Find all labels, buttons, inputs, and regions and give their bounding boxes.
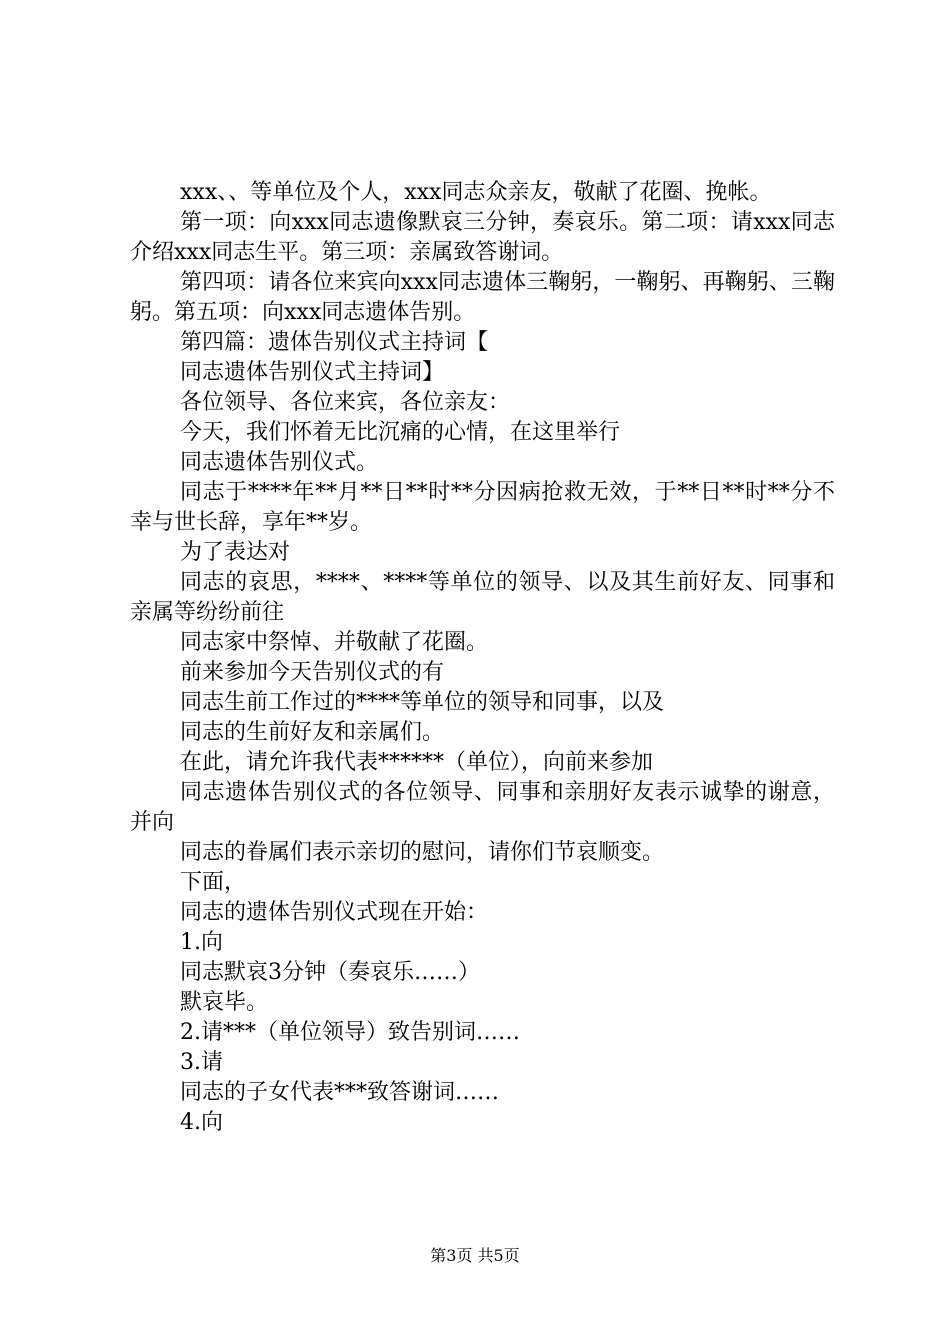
paragraph-16: 在此，请允许我代表******（单位），向前来参加	[180, 750, 654, 775]
paragraph-8: 同志遗体告别仪式。	[180, 450, 379, 475]
step-4-label: 4.向	[180, 1110, 223, 1135]
salutation: 各位领导、各位来宾，各位亲友：	[180, 390, 511, 415]
paragraph-22: 同志默哀3分钟（奏哀乐……）	[180, 960, 480, 985]
paragraph-13: 前来参加今天告别仪式的有	[180, 660, 445, 685]
step-2-label: 2.请***（单位领导）致告别词……	[180, 1020, 520, 1045]
paragraph-9: 同志于****年**月**日**时**分因病抢救无效，于**日**时**分不幸与世长辞，享年**岁。	[130, 480, 835, 535]
paragraph-18: 同志的眷属们表示亲切的慰问，请你们节哀顺变。	[180, 840, 665, 865]
step-1-label: 1.向	[180, 930, 223, 955]
document-body	[130, 178, 835, 1138]
section-heading-part1: 第四篇：遗体告别仪式主持词【	[180, 330, 489, 355]
paragraph-1: xxx、、等单位及个人，xxx同志众亲友，敬献了花圈、挽帐。	[180, 180, 772, 205]
section-heading-part2: 同志遗体告别仪式主持词】	[180, 360, 445, 385]
paragraph-17: 同志遗体告别仪式的各位领导、同事和亲朋好友表示诚挚的谢意，并向	[130, 780, 835, 835]
paragraph-3: 第四项：请各位来宾向xxx同志遗体三鞠躬，一鞠躬、再鞠躬、三鞠躬。第五项：向xxx同志遗体告别。	[130, 270, 835, 325]
paragraph-15: 同志的生前好友和亲属们。	[180, 720, 445, 745]
paragraph-14: 同志生前工作过的****等单位的领导和同事，以及	[180, 690, 665, 715]
paragraph-19: 下面，	[180, 870, 247, 895]
page-number-footer: 第3页 共5页	[430, 1246, 520, 1265]
paragraph-26: 同志的子女代表***致答谢词……	[180, 1080, 500, 1105]
step-3-label: 3.请	[180, 1050, 223, 1075]
paragraph-12: 同志家中祭悼、并敬献了花圈。	[180, 630, 489, 655]
paragraph-7: 今天，我们怀着无比沉痛的心情，在这里举行	[180, 420, 621, 445]
paragraph-23: 默哀毕。	[180, 990, 269, 1015]
paragraph-10: 为了表达对	[180, 540, 291, 565]
paragraph-20: 同志的遗体告别仪式现在开始：	[180, 900, 489, 925]
paragraph-11: 同志的哀思，****、****等单位的领导、以及其生前好友、同事和亲属等纷纷前往	[130, 570, 835, 625]
paragraph-2: 第一项：向xxx同志遗像默哀三分钟，奏哀乐。第二项：请xxx同志介绍xxx同志生平。第三项：亲属致答谢词。	[130, 210, 835, 265]
